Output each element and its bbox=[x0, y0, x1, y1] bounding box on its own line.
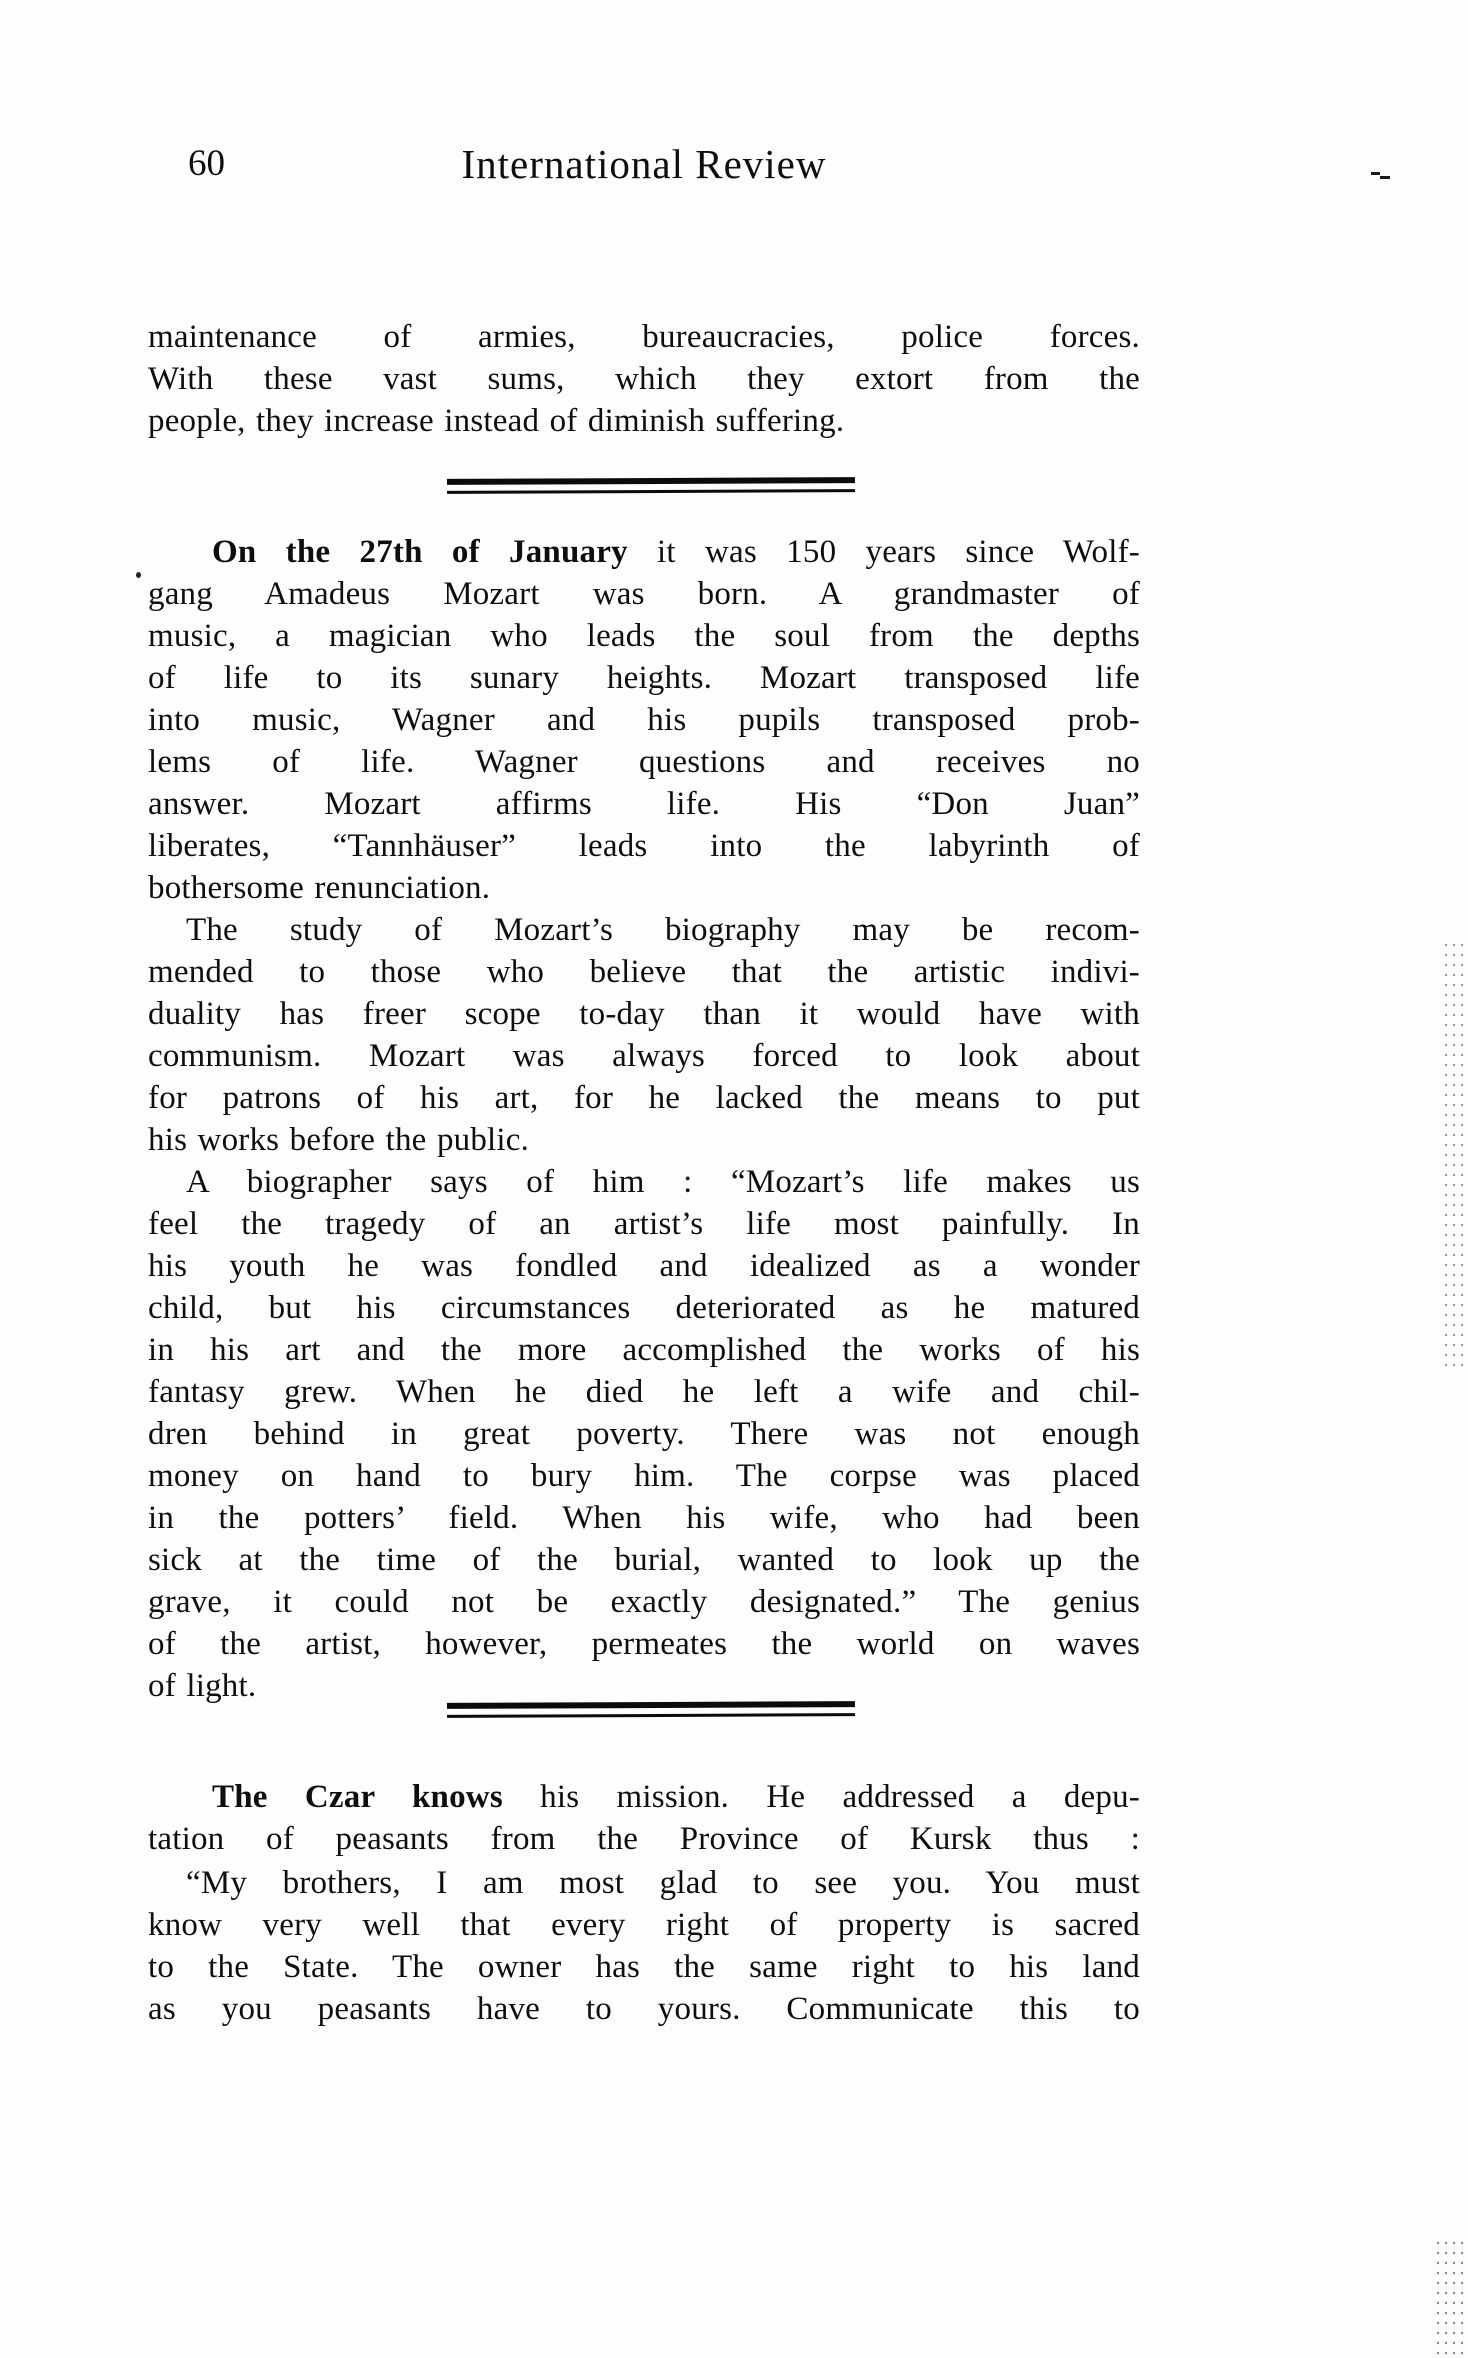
text-line: liberates, “Tannhäuser” leads into the labyrinth of bbox=[148, 828, 1140, 864]
text-line: of the artist, however, permeates the world on waves bbox=[148, 1626, 1140, 1662]
text-line: his works before the public. bbox=[148, 1122, 530, 1158]
text-line bbox=[148, 531, 1140, 573]
text-line: answer. Mozart affirms life. His “Don Juan” bbox=[148, 786, 1140, 822]
mozart-paragraph-3 bbox=[148, 1161, 1140, 1707]
section-divider bbox=[447, 477, 855, 494]
text-line: feel the tragedy of an artist’s life most painfully. In bbox=[148, 1206, 1140, 1242]
text-line: music, a magician who leads the soul from the depths bbox=[148, 618, 1140, 654]
text-line: mended to those who believe that the artistic indivi- bbox=[148, 954, 1140, 990]
mozart-paragraph-2 bbox=[148, 909, 1140, 1161]
scan-artifact-dash bbox=[1371, 172, 1380, 175]
intro-paragraph bbox=[148, 316, 1140, 442]
text-line: tation of peasants from the Province of Kursk thus : bbox=[148, 1821, 1140, 1857]
text-line: his youth he was fondled and idealized as a wonder bbox=[148, 1248, 1140, 1284]
text-line: as you peasants have to yours. Communicate this to bbox=[148, 1991, 1140, 2027]
text-line: “My brothers, I am most glad to see you. You must bbox=[186, 1865, 1140, 1901]
text-line: gang Amadeus Mozart was born. A grandmaster of bbox=[148, 576, 1140, 612]
text-line: With these vast sums, which they extort from the bbox=[148, 361, 1140, 397]
czar-paragraph-1 bbox=[148, 1776, 1140, 1860]
text-line: of light. bbox=[148, 1668, 257, 1704]
text-line: The study of Mozart’s biography may be recom- bbox=[186, 912, 1140, 948]
scan-noise-band bbox=[1442, 940, 1468, 1370]
czar-paragraph-2 bbox=[148, 1862, 1140, 2030]
text-line: fantasy grew. When he died he left a wife and chil- bbox=[148, 1374, 1140, 1410]
text-line: child, but his circumstances deteriorated as he matured bbox=[148, 1290, 1140, 1326]
scan-artifact-dot bbox=[136, 572, 141, 578]
journal-title: International Review bbox=[461, 141, 827, 187]
text-line: A biographer says of him : “Mozart’s life makes us bbox=[186, 1164, 1140, 1200]
text-line: money on hand to bury him. The corpse was placed bbox=[148, 1458, 1140, 1494]
text-line: sick at the time of the burial, wanted to look up the bbox=[148, 1542, 1140, 1578]
running-head bbox=[148, 136, 1140, 192]
mozart-paragraph-1 bbox=[148, 531, 1140, 909]
scan-artifact-dash bbox=[1380, 176, 1390, 179]
text-line: know very well that every right of property is sacred bbox=[148, 1907, 1140, 1943]
text-line: grave, it could not be exactly designated.” The genius bbox=[148, 1584, 1140, 1620]
line-text: his mission. He addressed a depu- bbox=[502, 1779, 1140, 1815]
bold-lead: The Czar knows bbox=[212, 1779, 503, 1815]
scan-noise-band bbox=[1434, 2238, 1468, 2358]
bold-lead: On the 27th of January bbox=[212, 534, 628, 570]
text-line: into music, Wagner and his pupils transposed prob- bbox=[148, 702, 1140, 738]
line-text: it was 150 years since Wolf- bbox=[627, 534, 1140, 570]
page-number: 60 bbox=[188, 143, 225, 184]
text-line: communism. Mozart was always forced to look about bbox=[148, 1038, 1140, 1074]
text-line: of life to its sunary heights. Mozart transposed life bbox=[148, 660, 1140, 696]
text-line: in the potters’ field. When his wife, who had been bbox=[148, 1500, 1140, 1536]
text-line: lems of life. Wagner questions and receives no bbox=[148, 744, 1140, 780]
text-line bbox=[148, 1776, 1140, 1818]
text-line: maintenance of armies, bureaucracies, police forces. bbox=[148, 319, 1140, 355]
section-divider bbox=[447, 1701, 855, 1718]
text-line: duality has freer scope to-day than it would have with bbox=[148, 996, 1140, 1032]
text-line: in his art and the more accomplished the works of his bbox=[148, 1332, 1140, 1368]
text-line: for patrons of his art, for he lacked the means to put bbox=[148, 1080, 1140, 1116]
text-line: to the State. The owner has the same right to his land bbox=[148, 1949, 1140, 1985]
text-line: people, they increase instead of diminish suffering. bbox=[148, 403, 845, 439]
text-line: bothersome renunciation. bbox=[148, 870, 491, 906]
text-line: dren behind in great poverty. There was not enough bbox=[148, 1416, 1140, 1452]
